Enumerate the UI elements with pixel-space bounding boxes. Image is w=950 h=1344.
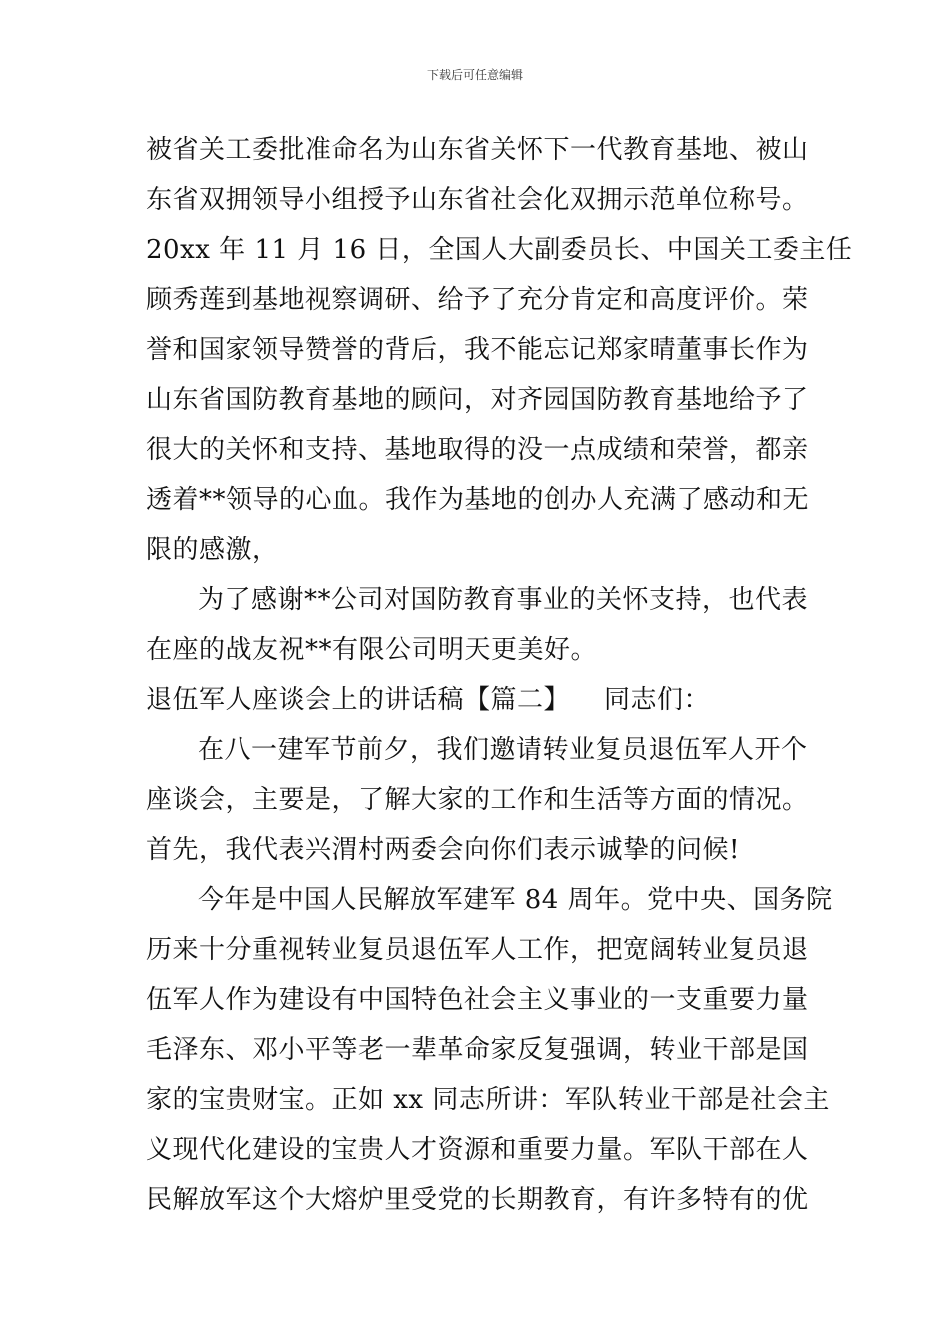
body-line: 山东省国防教育基地的顾问，对齐园国防教育基地给予了 [146, 385, 809, 415]
body-line: 限的感激， [146, 535, 279, 565]
paragraph-first-line: 在八一建军节前夕，我们邀请转业复员退伍军人开个 [198, 735, 808, 765]
paragraph-first-line: 今年是中国人民解放军建军 84 周年。党中央、国务院 [198, 885, 833, 915]
body-line: 东省双拥领导小组授予山东省社会化双拥示范单位称号。 [146, 185, 809, 215]
body-line: 首先，我代表兴渭村两委会向你们表示诚挚的问候! [146, 835, 740, 865]
body-line: 家的宝贵财宝。正如 xx 同志所讲：军队转业干部是社会主 [146, 1085, 830, 1115]
body-line: 在座的战友祝**有限公司明天更美好。 [146, 635, 598, 665]
body-line: 伍军人作为建设有中国特色社会主义事业的一支重要力量 [146, 985, 809, 1015]
body-line: 誉和国家领导赞誉的背后，我不能忘记郑家晴董事长作为 [146, 335, 809, 365]
body-line: 座谈会，主要是，了解大家的工作和生活等方面的情况。 [146, 785, 809, 815]
body-line: 民解放军这个大熔炉里受党的长期教育，有许多特有的优 [146, 1185, 809, 1215]
paragraph-first-line: 为了感谢**公司对国防教育事业的关怀支持，也代表 [198, 585, 809, 615]
body-line: 很大的关怀和支持、基地取得的没一点成绩和荣誉，都亲 [146, 435, 809, 465]
salutation: 同志们： [604, 685, 711, 715]
body-line: 毛泽东、邓小平等老一辈革命家反复强调，转业干部是国 [146, 1035, 809, 1065]
body-line: 被省关工委批准命名为山东省关怀下一代教育基地、被山 [146, 135, 809, 165]
section-heading: 退伍军人座谈会上的讲话稿【篇二】 [146, 685, 571, 715]
body-line: 20xx 年 11 月 16 日，全国人大副委员长、中国关工委主任 [146, 235, 853, 265]
body-line: 透着**领导的心血。我作为基地的创办人充满了感动和无 [146, 485, 810, 515]
page-header: 下载后可任意编辑 [426, 68, 523, 82]
body-line: 义现代化建设的宝贵人才资源和重要力量。军队干部在人 [146, 1135, 809, 1165]
body-line: 历来十分重视转业复员退伍军人工作，把宽阔转业复员退 [146, 935, 809, 965]
body-line: 顾秀莲到基地视察调研、给予了充分肯定和高度评价。荣 [146, 285, 809, 315]
